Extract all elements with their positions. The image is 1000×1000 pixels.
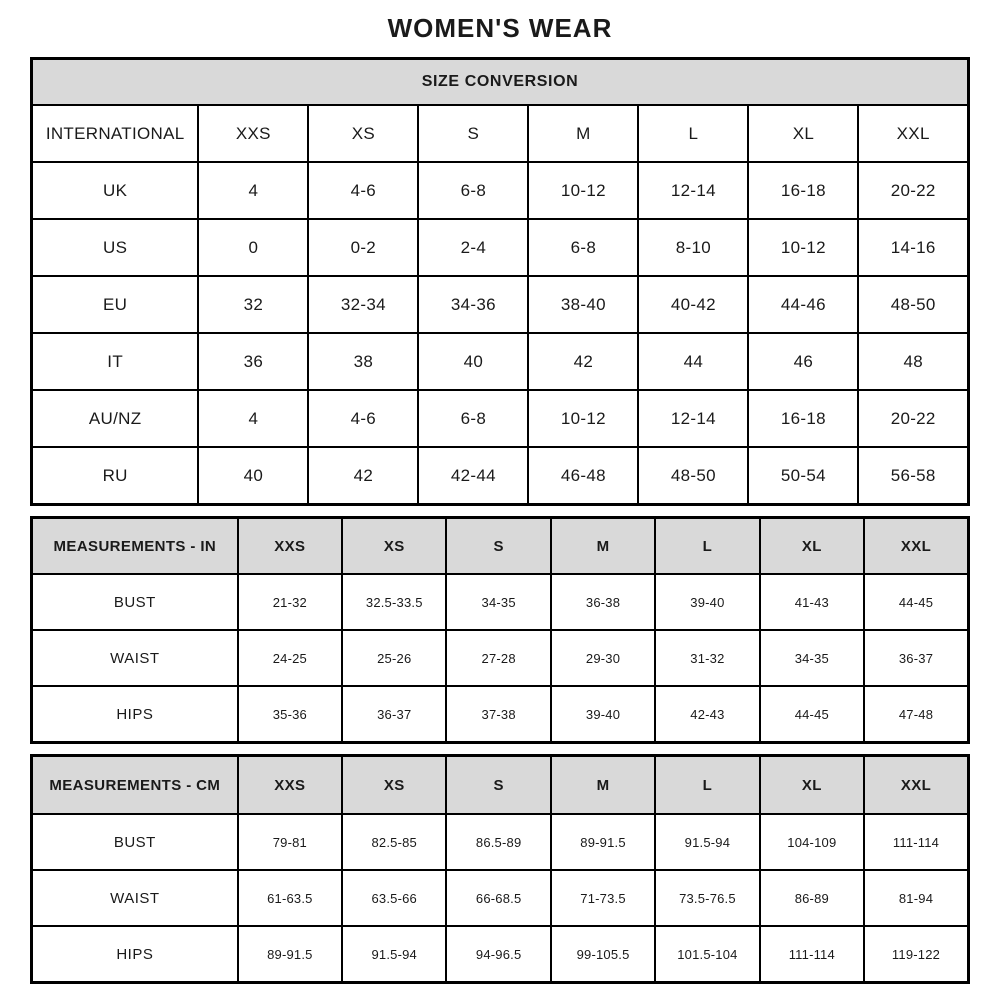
cell: 36-38	[551, 574, 655, 630]
row-label: UK	[32, 162, 199, 219]
cell: 104-109	[760, 814, 864, 870]
cell: 4	[198, 390, 308, 447]
cell: 36	[198, 333, 308, 390]
col-header-s: S	[446, 518, 550, 575]
cell: 0	[198, 219, 308, 276]
col-header-xxl: XXL	[864, 756, 968, 815]
cell: 89-91.5	[238, 926, 342, 983]
table-row-eu	[32, 276, 969, 333]
cell: 4-6	[308, 390, 418, 447]
cell: 34-36	[418, 276, 528, 333]
col-header-l: L	[655, 518, 759, 575]
col-header-xxl: XXL	[864, 518, 968, 575]
cell: 35-36	[238, 686, 342, 743]
cell: 14-16	[858, 219, 968, 276]
cell: 39-40	[551, 686, 655, 743]
cell: 6-8	[418, 162, 528, 219]
column-header-row	[32, 518, 969, 575]
cell: 44-45	[760, 686, 864, 743]
cell: 34-35	[446, 574, 550, 630]
cell: 61-63.5	[238, 870, 342, 926]
table-row-uk	[32, 162, 969, 219]
cell: 66-68.5	[446, 870, 550, 926]
table-banner-row	[32, 59, 969, 106]
table-row-bust-cm	[32, 814, 969, 870]
cell: 73.5-76.5	[655, 870, 759, 926]
row-label: WAIST	[32, 630, 238, 686]
row-label: RU	[32, 447, 199, 505]
table-row-bust-in	[32, 574, 969, 630]
cell: 4-6	[308, 162, 418, 219]
table-row-waist-in	[32, 630, 969, 686]
cell: 63.5-66	[342, 870, 446, 926]
col-header-xxs: XXS	[198, 105, 308, 162]
table-row-hips-cm	[32, 926, 969, 983]
col-header-xl: XL	[748, 105, 858, 162]
row-label: AU/NZ	[32, 390, 199, 447]
cell: 48-50	[638, 447, 748, 505]
col-header-xs: XS	[342, 756, 446, 815]
measurements-cm-table	[30, 754, 970, 984]
cell: 32.5-33.5	[342, 574, 446, 630]
col-header-m: M	[528, 105, 638, 162]
col-header-xl: XL	[760, 518, 864, 575]
cell: 36-37	[864, 630, 968, 686]
cell: 2-4	[418, 219, 528, 276]
table-row-hips-in	[32, 686, 969, 743]
cell: 89-91.5	[551, 814, 655, 870]
cell: 16-18	[748, 390, 858, 447]
cell: 50-54	[748, 447, 858, 505]
cell: 86-89	[760, 870, 864, 926]
cell: 27-28	[446, 630, 550, 686]
cell: 71-73.5	[551, 870, 655, 926]
cell: 8-10	[638, 219, 748, 276]
table-row-ru	[32, 447, 969, 505]
table-row-it	[32, 333, 969, 390]
cell: 34-35	[760, 630, 864, 686]
row-label: IT	[32, 333, 199, 390]
cell: 42-44	[418, 447, 528, 505]
cell: 40-42	[638, 276, 748, 333]
table-row-waist-cm	[32, 870, 969, 926]
cell: 42	[308, 447, 418, 505]
cell: 29-30	[551, 630, 655, 686]
cell: 91.5-94	[342, 926, 446, 983]
cell: 36-37	[342, 686, 446, 743]
row-label: EU	[32, 276, 199, 333]
cell: 41-43	[760, 574, 864, 630]
cell: 99-105.5	[551, 926, 655, 983]
col-header-xxs: XXS	[238, 518, 342, 575]
cell: 0-2	[308, 219, 418, 276]
row-label: BUST	[32, 814, 238, 870]
col-header-m: M	[551, 518, 655, 575]
cell: 6-8	[418, 390, 528, 447]
cell: 40	[418, 333, 528, 390]
row-label: HIPS	[32, 686, 238, 743]
cell: 40	[198, 447, 308, 505]
cell: 44-46	[748, 276, 858, 333]
cell: 48	[858, 333, 968, 390]
cell: 10-12	[748, 219, 858, 276]
row-label: US	[32, 219, 199, 276]
size-conversion-title: SIZE CONVERSION	[32, 59, 969, 106]
cell: 39-40	[655, 574, 759, 630]
measurements-cm-title: MEASUREMENTS - CM	[32, 756, 238, 815]
cell: 47-48	[864, 686, 968, 743]
cell: 44-45	[864, 574, 968, 630]
cell: 6-8	[528, 219, 638, 276]
cell: 16-18	[748, 162, 858, 219]
row-label: WAIST	[32, 870, 238, 926]
cell: 81-94	[864, 870, 968, 926]
cell: 82.5-85	[342, 814, 446, 870]
table-row-aunz	[32, 390, 969, 447]
cell: 24-25	[238, 630, 342, 686]
table-row-us	[32, 219, 969, 276]
column-header-row	[32, 105, 969, 162]
measurements-in-title: MEASUREMENTS - IN	[32, 518, 238, 575]
cell: 32	[198, 276, 308, 333]
cell: 42	[528, 333, 638, 390]
cell: 44	[638, 333, 748, 390]
cell: 25-26	[342, 630, 446, 686]
row-label: BUST	[32, 574, 238, 630]
cell: 32-34	[308, 276, 418, 333]
cell: 42-43	[655, 686, 759, 743]
size-conversion-table	[30, 57, 970, 506]
cell: 20-22	[858, 162, 968, 219]
cell: 86.5-89	[446, 814, 550, 870]
col-header-xl: XL	[760, 756, 864, 815]
measurements-in-table	[30, 516, 970, 744]
page-title: WOMEN'S WEAR	[387, 13, 613, 43]
col-header-s: S	[418, 105, 528, 162]
cell: 56-58	[858, 447, 968, 505]
cell: 31-32	[655, 630, 759, 686]
col-header-xs: XS	[308, 105, 418, 162]
col-header-xxl: XXL	[858, 105, 968, 162]
col-header-international: INTERNATIONAL	[32, 105, 199, 162]
cell: 20-22	[858, 390, 968, 447]
cell: 46-48	[528, 447, 638, 505]
cell: 94-96.5	[446, 926, 550, 983]
col-header-s: S	[446, 756, 550, 815]
col-header-xxs: XXS	[238, 756, 342, 815]
cell: 119-122	[864, 926, 968, 983]
cell: 38-40	[528, 276, 638, 333]
row-label: HIPS	[32, 926, 238, 983]
cell: 12-14	[638, 390, 748, 447]
cell: 111-114	[760, 926, 864, 983]
cell: 48-50	[858, 276, 968, 333]
cell: 101.5-104	[655, 926, 759, 983]
column-header-row	[32, 756, 969, 815]
cell: 21-32	[238, 574, 342, 630]
cell: 79-81	[238, 814, 342, 870]
cell: 12-14	[638, 162, 748, 219]
cell: 10-12	[528, 390, 638, 447]
cell: 46	[748, 333, 858, 390]
cell: 111-114	[864, 814, 968, 870]
cell: 4	[198, 162, 308, 219]
col-header-l: L	[655, 756, 759, 815]
cell: 10-12	[528, 162, 638, 219]
col-header-xs: XS	[342, 518, 446, 575]
cell: 37-38	[446, 686, 550, 743]
cell: 38	[308, 333, 418, 390]
col-header-m: M	[551, 756, 655, 815]
cell: 91.5-94	[655, 814, 759, 870]
col-header-l: L	[638, 105, 748, 162]
